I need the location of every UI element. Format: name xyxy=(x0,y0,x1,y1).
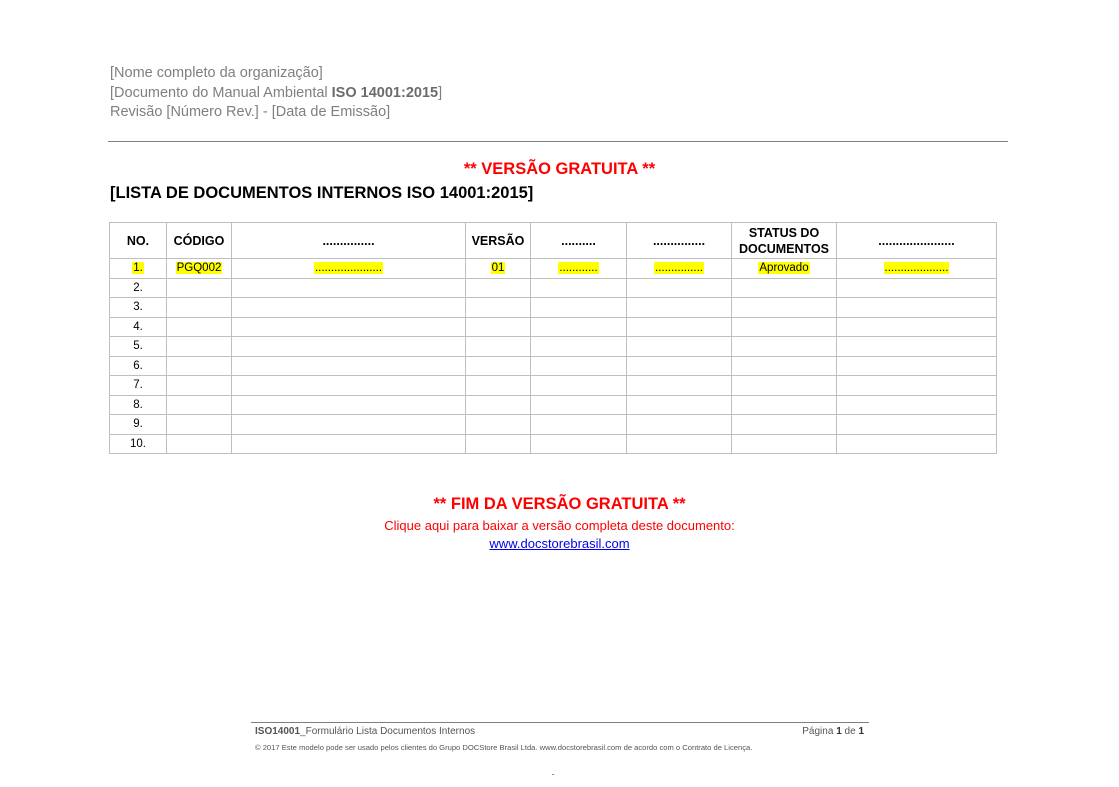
cell-placeholder-5[interactable] xyxy=(531,278,627,298)
cell-placeholder-6[interactable] xyxy=(627,317,732,337)
cell-status[interactable] xyxy=(732,434,837,454)
download-link-wrapper xyxy=(0,536,1119,551)
cell-placeholder-5[interactable] xyxy=(531,415,627,435)
cell-placeholder-8[interactable] xyxy=(837,434,997,454)
cell-no-text: 6. xyxy=(133,359,143,372)
manual-line xyxy=(110,84,442,104)
cell-no-text: 1. xyxy=(133,262,143,275)
cell-status[interactable] xyxy=(732,337,837,357)
status-header-line2: DOCUMENTOS xyxy=(738,241,830,256)
cell-no[interactable] xyxy=(110,395,167,415)
table-row xyxy=(110,356,997,376)
cell-status[interactable] xyxy=(732,259,837,279)
cell-versao[interactable] xyxy=(466,395,531,415)
cell-versao[interactable] xyxy=(466,434,531,454)
cell-no[interactable] xyxy=(110,376,167,396)
cell-versao[interactable] xyxy=(466,337,531,357)
table-row xyxy=(110,415,997,435)
cell-codigo[interactable] xyxy=(167,337,232,357)
cell-placeholder-3[interactable] xyxy=(232,395,466,415)
cell-placeholder-5[interactable] xyxy=(531,337,627,357)
cell-codigo[interactable] xyxy=(167,395,232,415)
cell-status[interactable] xyxy=(732,298,837,318)
document-header xyxy=(110,64,442,123)
cell-no-text: 8. xyxy=(133,398,143,411)
cell-codigo[interactable] xyxy=(167,415,232,435)
cell-placeholder-3[interactable] xyxy=(232,259,466,279)
cell-no-text: 9. xyxy=(133,418,143,431)
page-number xyxy=(700,726,864,737)
cell-placeholder-3[interactable] xyxy=(232,434,466,454)
cell-no-text: 4. xyxy=(133,320,143,333)
cell-placeholder-3[interactable] xyxy=(232,317,466,337)
table-row xyxy=(110,317,997,337)
cell-versao[interactable] xyxy=(466,317,531,337)
cell-placeholder-8[interactable] xyxy=(837,337,997,357)
cell-placeholder-5[interactable] xyxy=(531,356,627,376)
cell-placeholder-8[interactable] xyxy=(837,376,997,396)
cell-placeholder-5[interactable] xyxy=(531,434,627,454)
column-header-codigo: CÓDIGO xyxy=(167,223,232,259)
cell-placeholder-8[interactable] xyxy=(837,356,997,376)
column-header-placeholder-8: ...................... xyxy=(837,223,997,259)
cell-placeholder-3[interactable] xyxy=(232,337,466,357)
cell-placeholder-3-text: ..................... xyxy=(314,262,383,275)
table-row xyxy=(110,434,997,454)
cell-placeholder-8-text: .................... xyxy=(884,262,949,275)
cell-placeholder-6[interactable] xyxy=(627,395,732,415)
cell-status-text: Aprovado xyxy=(759,262,809,275)
cell-placeholder-6[interactable] xyxy=(627,356,732,376)
header-divider xyxy=(108,141,1008,142)
cell-placeholder-5[interactable] xyxy=(531,376,627,396)
end-free-version-banner: ** FIM DA VERSÃO GRATUITA ** xyxy=(433,495,686,513)
cell-placeholder-5[interactable] xyxy=(531,259,627,279)
cell-placeholder-8[interactable] xyxy=(837,317,997,337)
cell-no[interactable] xyxy=(110,434,167,454)
cell-placeholder-3[interactable] xyxy=(232,415,466,435)
cell-no-text: 7. xyxy=(133,379,143,392)
cell-codigo[interactable] xyxy=(167,376,232,396)
cell-placeholder-8[interactable] xyxy=(837,415,997,435)
cell-codigo[interactable] xyxy=(167,278,232,298)
cell-placeholder-8[interactable] xyxy=(837,259,997,279)
cell-versao[interactable] xyxy=(466,298,531,318)
manual-line-suffix: ] xyxy=(438,84,443,101)
cell-placeholder-5[interactable] xyxy=(531,395,627,415)
download-prompt: Clique aqui para baixar a versão completa deste documento: xyxy=(384,518,735,533)
manual-line-prefix: [Documento do Manual Ambiental xyxy=(110,84,332,101)
column-header-placeholder-3: ............... xyxy=(232,223,466,259)
cell-versao[interactable] xyxy=(466,415,531,435)
organization-name: [Nome completo da organização] xyxy=(110,65,323,81)
column-header-versao: VERSÃO xyxy=(466,223,531,259)
page-total: 1 xyxy=(858,726,864,737)
cell-status[interactable] xyxy=(732,376,837,396)
cell-no[interactable] xyxy=(110,317,167,337)
manual-line-standard: ISO 14001:2015 xyxy=(331,84,439,101)
column-header-no: NO. xyxy=(110,223,167,259)
cell-versao[interactable] xyxy=(466,259,531,279)
free-version-banner: ** VERSÃO GRATUITA ** xyxy=(463,160,656,178)
cell-versao[interactable] xyxy=(466,376,531,396)
cell-status[interactable] xyxy=(732,317,837,337)
cell-placeholder-8[interactable] xyxy=(837,278,997,298)
revision-line: Revisão [Número Rev.] - [Data de Emissão] xyxy=(110,104,391,120)
table-row xyxy=(110,298,997,318)
page-label: Página xyxy=(802,726,837,737)
cell-no[interactable] xyxy=(110,259,167,279)
cell-no-text: 2. xyxy=(133,281,143,294)
footer-doc-name xyxy=(255,726,475,737)
cell-no-text: 10. xyxy=(130,437,146,450)
cell-placeholder-3[interactable] xyxy=(232,278,466,298)
cell-no[interactable] xyxy=(110,356,167,376)
table-row xyxy=(110,395,997,415)
cell-no[interactable] xyxy=(110,298,167,318)
cell-versao-text: 01 xyxy=(491,262,505,275)
cell-codigo-text: PGQ002 xyxy=(176,262,222,275)
internal-documents-table xyxy=(109,222,997,454)
page-mark xyxy=(552,774,554,775)
table-row xyxy=(110,376,997,396)
column-header-placeholder-5: .......... xyxy=(531,223,627,259)
cell-codigo[interactable] xyxy=(167,356,232,376)
cell-no[interactable] xyxy=(110,337,167,357)
cell-status[interactable] xyxy=(732,356,837,376)
cell-placeholder-3[interactable] xyxy=(232,376,466,396)
cell-versao[interactable] xyxy=(466,278,531,298)
cell-placeholder-6[interactable] xyxy=(627,337,732,357)
cell-placeholder-6[interactable] xyxy=(627,259,732,279)
page-of: de xyxy=(841,726,859,737)
cell-no[interactable] xyxy=(110,278,167,298)
document-title: [LISTA DE DOCUMENTOS INTERNOS ISO 14001:2015] xyxy=(110,184,534,202)
cell-status[interactable] xyxy=(732,415,837,435)
cell-placeholder-6-text: ............... xyxy=(655,262,703,275)
cell-placeholder-6[interactable] xyxy=(627,298,732,318)
cell-placeholder-6[interactable] xyxy=(627,415,732,435)
cell-placeholder-6[interactable] xyxy=(627,434,732,454)
cell-no-text: 3. xyxy=(133,301,143,314)
cell-placeholder-3[interactable] xyxy=(232,356,466,376)
footer-doc-title: _Formulário Lista Documentos Internos xyxy=(300,726,476,737)
cell-placeholder-8[interactable] xyxy=(837,298,997,318)
cell-codigo[interactable] xyxy=(167,434,232,454)
cell-no-text: 5. xyxy=(133,340,143,353)
cell-codigo[interactable] xyxy=(167,317,232,337)
column-header-status xyxy=(732,223,837,259)
cell-placeholder-8[interactable] xyxy=(837,395,997,415)
cell-placeholder-6[interactable] xyxy=(627,376,732,396)
status-header-line1: STATUS DO xyxy=(748,225,820,240)
table-row xyxy=(110,278,997,298)
cell-placeholder-5[interactable] xyxy=(531,298,627,318)
cell-no[interactable] xyxy=(110,415,167,435)
table-row xyxy=(110,259,997,279)
cell-placeholder-5-text: ............ xyxy=(559,262,598,275)
cell-status[interactable] xyxy=(732,395,837,415)
cell-codigo[interactable] xyxy=(167,298,232,318)
cell-placeholder-5[interactable] xyxy=(531,317,627,337)
cell-placeholder-6[interactable] xyxy=(627,278,732,298)
download-link[interactable]: www.docstorebrasil.com xyxy=(489,536,630,551)
cell-codigo[interactable] xyxy=(167,259,232,279)
footer-divider xyxy=(251,722,869,723)
cell-status[interactable] xyxy=(732,278,837,298)
column-header-placeholder-6: ............... xyxy=(627,223,732,259)
cell-versao[interactable] xyxy=(466,356,531,376)
table-header-row xyxy=(110,223,997,259)
page-current: 1 xyxy=(836,726,842,737)
footer-doc-code: ISO14001 xyxy=(255,726,301,737)
footer-copyright: © 2017 Este modelo pode ser usado pelos clientes do Grupo DOCStore Brasil Ltda. www.docstorebrasil.com de acordo com o Contrato de Licença. xyxy=(255,743,753,752)
table-row xyxy=(110,337,997,357)
cell-placeholder-3[interactable] xyxy=(232,298,466,318)
